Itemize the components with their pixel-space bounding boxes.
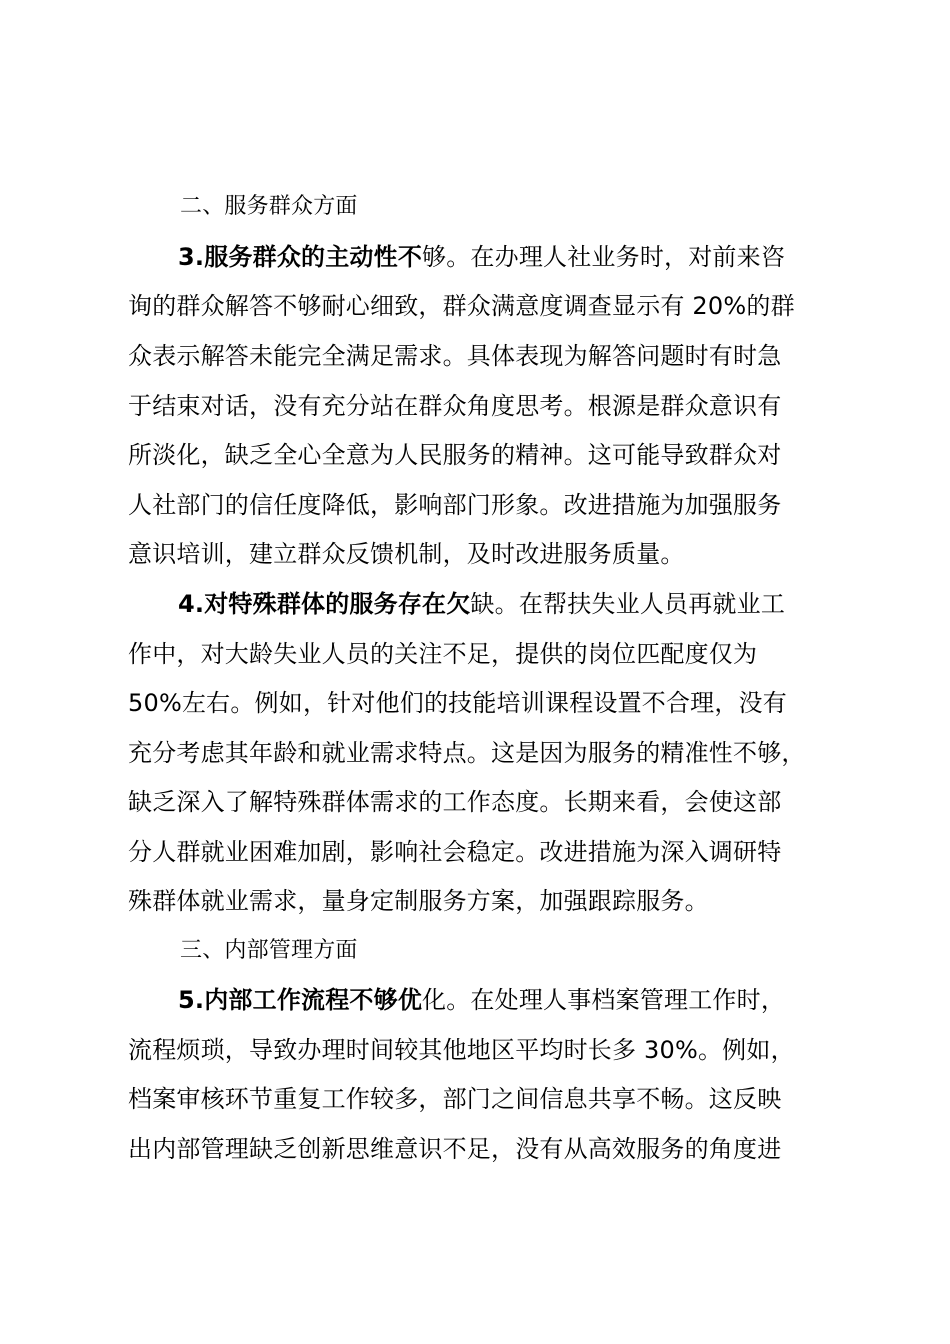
section-heading: 二、服务群众方面	[180, 194, 358, 219]
paragraph-line: 意识培训，建立群众反馈机制，及时改进服务质量。	[128, 540, 685, 568]
paragraph-line: 作中，对大龄失业人员的关注不足，提供的岗位匹配度仅为	[128, 640, 758, 668]
paragraph-line: 流程烦琐，导致办理时间较其他地区平均时长多 30%。例如，	[128, 1036, 795, 1064]
paragraph-line: 充分考虑其年龄和就业需求特点。这是因为服务的精准性不够，	[128, 739, 806, 767]
item-text: 缺。在帮扶失业人员再就业工	[470, 590, 786, 618]
paragraph-line	[178, 985, 785, 1015]
paragraph-line: 于结束对话，没有充分站在群众角度思考。根源是群众意识有	[128, 392, 782, 420]
paragraph-line: 询的群众解答不够耐心细致，群众满意度调查显示有 20%的群	[128, 292, 795, 320]
item-title: 5.内部工作流程不够优	[178, 986, 423, 1014]
paragraph-line: 档案审核环节重复工作较多，部门之间信息共享不畅。这反映	[128, 1085, 782, 1113]
item-text: 够。在办理人社业务时，对前来咨	[422, 243, 786, 271]
paragraph-line: 50%左右。例如，针对他们的技能培训课程设置不合理，没有	[128, 689, 787, 717]
paragraph-line: 众表示解答未能完全满足需求。具体表现为解答问题时有时急	[128, 342, 782, 370]
paragraph-line: 殊群体就业需求，量身定制服务方案，加强跟踪服务。	[128, 887, 709, 915]
item-title: 4.对特殊群体的服务存在欠	[178, 590, 471, 618]
paragraph-line: 缺乏深入了解特殊群体需求的工作态度。长期来看，会使这部	[128, 788, 782, 816]
paragraph-line	[178, 589, 785, 619]
paragraph-line	[178, 242, 785, 272]
item-text: 化。在处理人事档案管理工作时，	[422, 986, 786, 1014]
section-heading: 三、内部管理方面	[180, 938, 358, 963]
item-title: 3.服务群众的主动性不	[178, 243, 423, 271]
paragraph-line: 出内部管理缺乏创新思维意识不足，没有从高效服务的角度进	[128, 1135, 782, 1163]
paragraph-line: 分人群就业困难加剧，影响社会稳定。改进措施为深入调研特	[128, 838, 782, 866]
paragraph-line: 所淡化，缺乏全心全意为人民服务的精神。这可能导致群众对	[128, 441, 782, 469]
paragraph-line: 人社部门的信任度降低，影响部门形象。改进措施为加强服务	[128, 491, 782, 519]
